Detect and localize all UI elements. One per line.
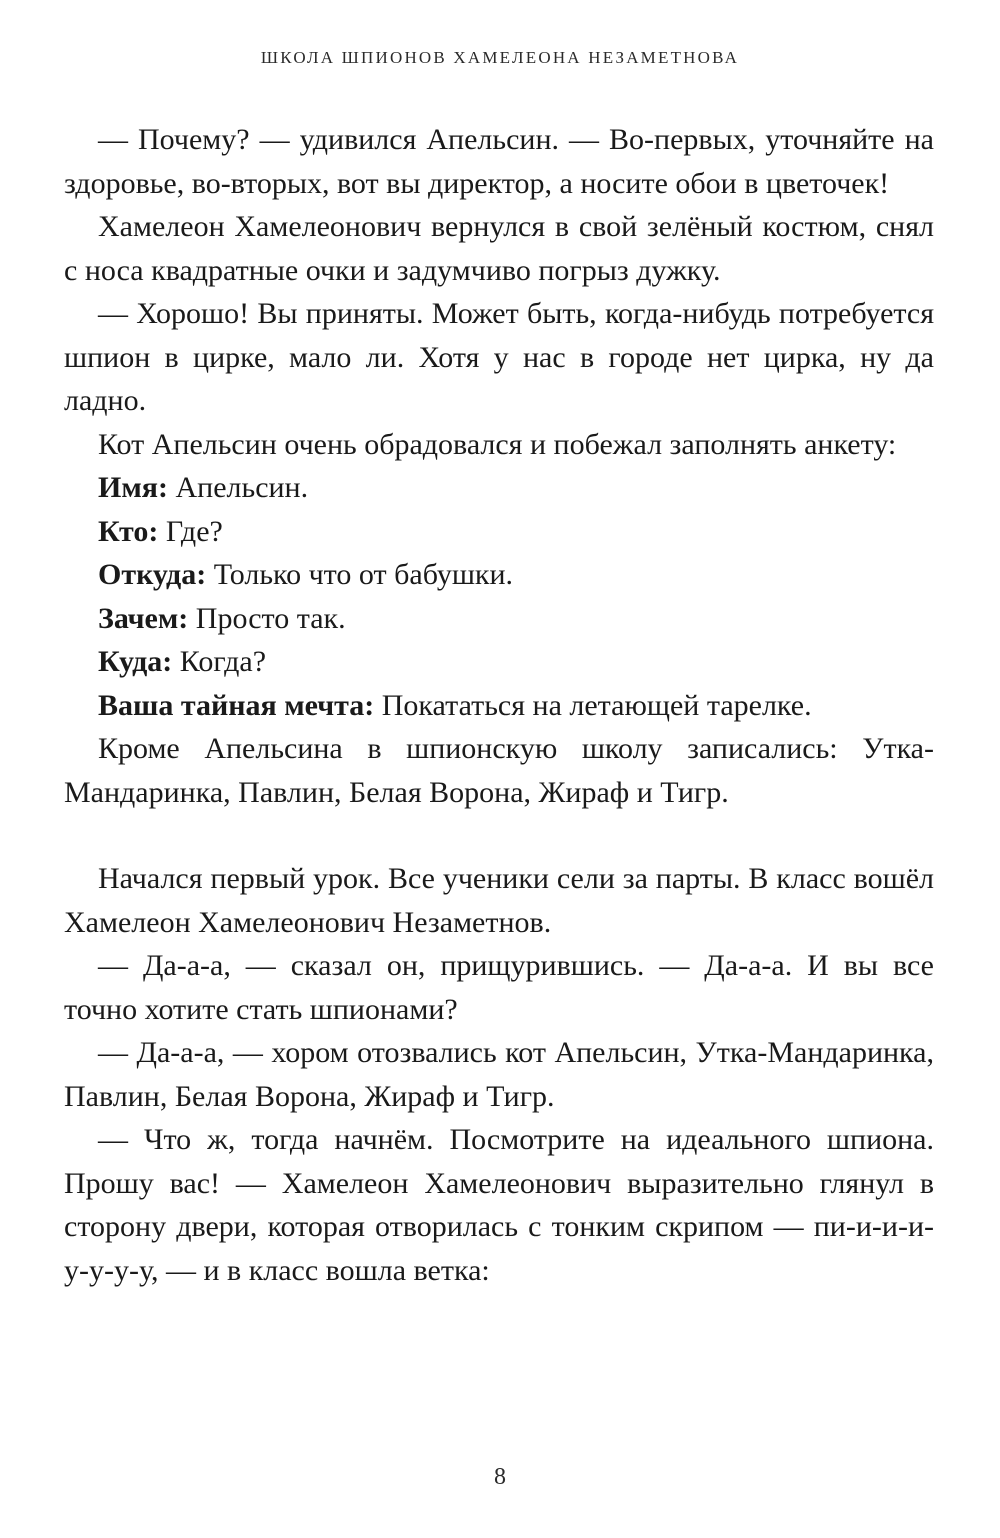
form-value: Просто так. [188, 601, 346, 635]
form-label: Откуда: [98, 558, 207, 591]
section-break [64, 814, 934, 857]
paragraph: Хамелеон Хамелеонович вернулся в свой зелёный костюм, снял с носа квадратные очки и задумчиво погрыз дужку. [64, 210, 934, 287]
form-line [64, 640, 934, 684]
page-body [64, 118, 934, 1292]
form-value: Только что от бабушки. [206, 558, 514, 591]
form-label: Зачем: [98, 601, 189, 635]
paragraph: — Что ж, тогда начнём. Посмотрите на идеального шпиона. Прошу вас! — Хамелеон Хамелеонович выразительно глянул в сторону двери, которая отворилась с тонким скрипом — пи-и-и-и-у-у-у-у, — и в класс вошла ветка: [64, 1123, 934, 1287]
page-number: 8 [494, 1464, 506, 1490]
running-head: ШКОЛА ШПИОНОВ ХАМЕЛЕОНА НЕЗАМЕТНОВА [260, 48, 740, 67]
paragraph: Кот Апельсин очень обрадовался и побежал заполнять анкету: [98, 427, 897, 461]
form-label: Куда: [98, 645, 173, 678]
form-line [64, 597, 934, 641]
paragraph: — Да-а-а, — сказал он, прищурившись. — Да-а-а. И вы все точно хотите стать шпионами? [64, 949, 934, 1026]
form-value: Апельсин. [168, 471, 309, 504]
paragraph: — Хорошо! Вы приняты. Может быть, когда-нибудь потребуется шпион в цирке, мало ли. Хотя у нас в городе нет цирка, ну да ладно. [64, 297, 934, 417]
form-line [64, 466, 934, 510]
paragraph: — Да-а-а, — хором отозвались кот Апельсин, Утка-Мандаринка, Павлин, Белая Ворона, Жираф и Тигр. [64, 1036, 934, 1113]
paragraph: Начался первый урок. Все ученики сели за парты. В класс вошёл Хамелеон Хамелеонович Незаметнов. [64, 862, 934, 939]
form-line [64, 510, 934, 554]
form-label: Кто: [98, 514, 159, 548]
form-label: Имя: [98, 471, 168, 504]
form-value: Когда? [172, 645, 267, 678]
paragraph: Кроме Апельсина в шпионскую школу записались: Утка-Мандаринка, Павлин, Белая Ворона, Жираф и Тигр. [64, 732, 934, 809]
form-label: Ваша тайная мечта: [98, 688, 375, 722]
paragraph: — Почему? — удивился Апельсин. — Во-первых, уточняйте на здоровье, во-вторых, вот вы директор, а носите обои в цветочек! [64, 123, 934, 200]
form-value: Покататься на летающей тарелке. [374, 688, 812, 722]
form-value: Где? [158, 514, 223, 548]
questionnaire [64, 466, 934, 727]
form-line [64, 553, 934, 597]
form-line [64, 684, 934, 728]
